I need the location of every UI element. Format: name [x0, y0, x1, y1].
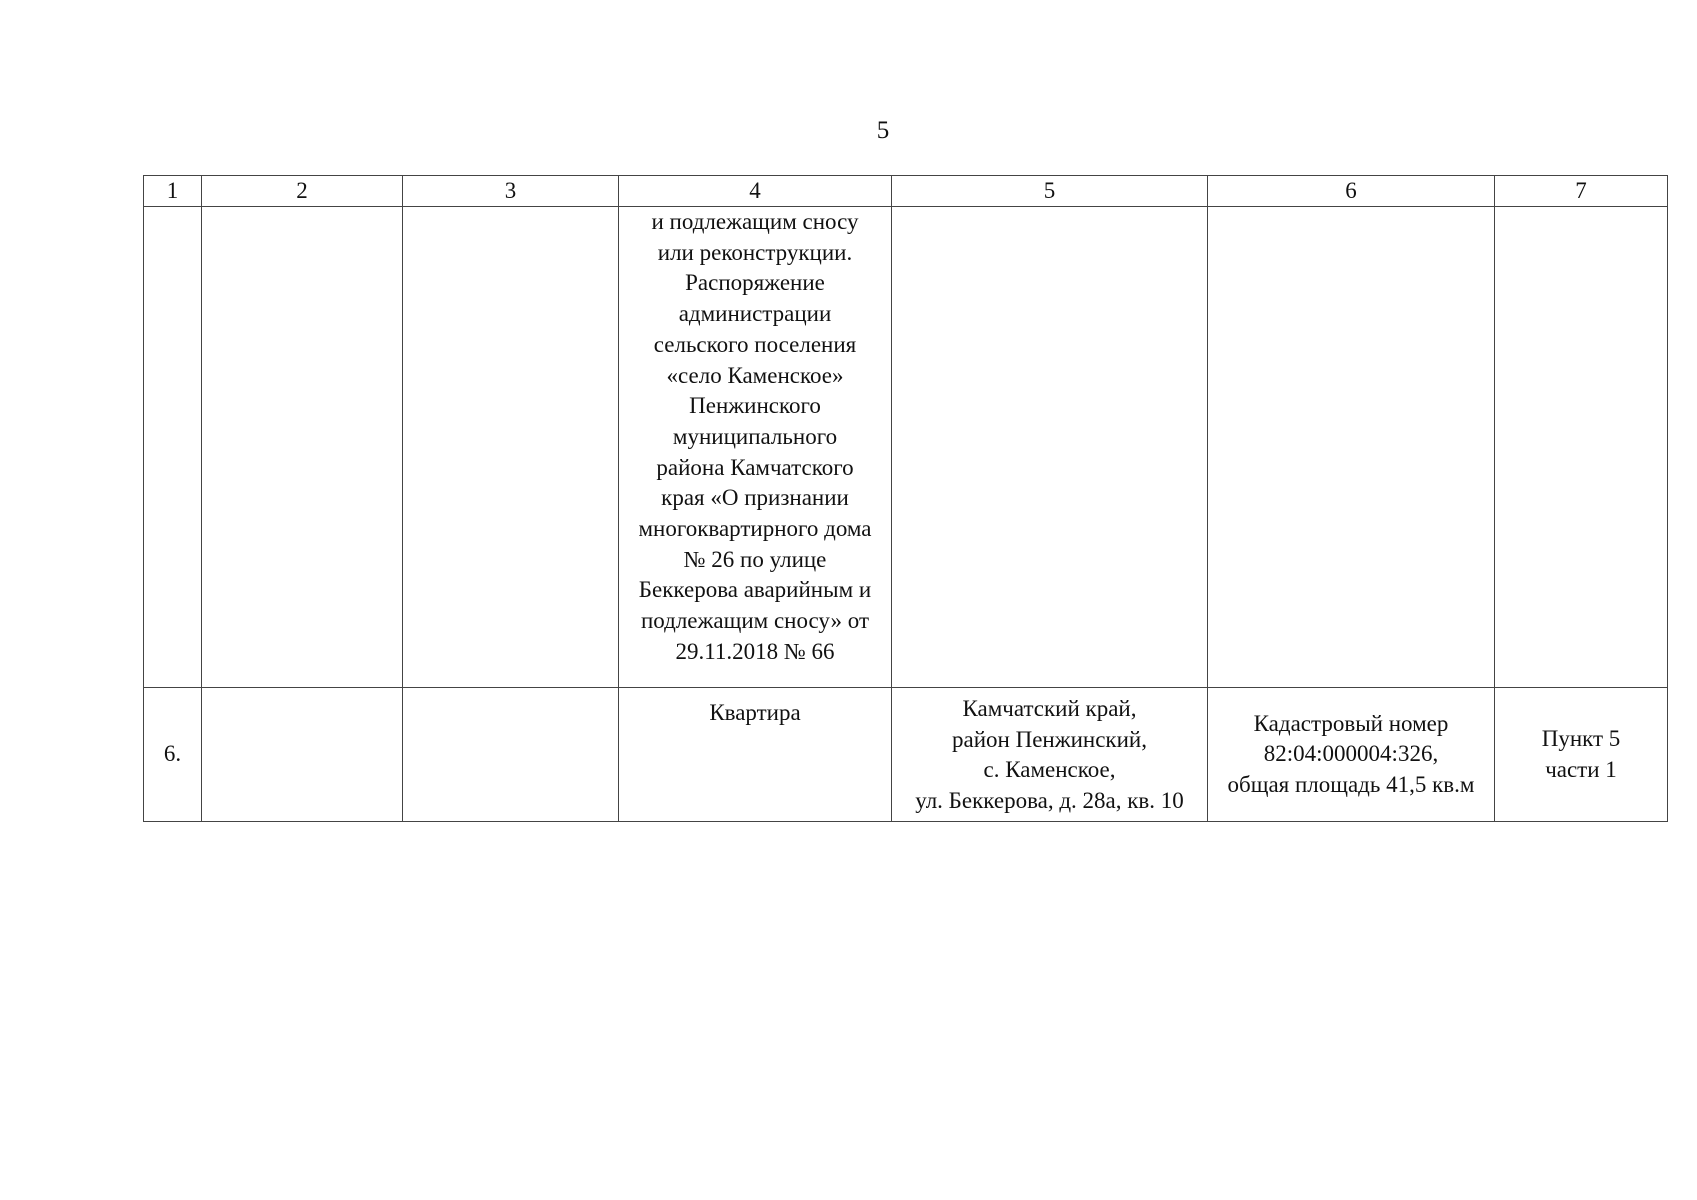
text-line: администрации	[678, 301, 832, 327]
column-number-1: 1	[144, 176, 202, 207]
basis-line: Пункт 5	[1541, 726, 1621, 751]
column-number-5: 5	[892, 176, 1208, 207]
column-number-6: 6	[1208, 176, 1495, 207]
address-line: район Пенжинский,	[952, 726, 1147, 752]
cell-empty	[144, 207, 202, 688]
object-address	[892, 688, 1208, 822]
cell-empty	[202, 207, 403, 688]
text-line: подлежащим сносу» от	[640, 608, 870, 634]
text-line: многоквартирного дома	[638, 516, 872, 542]
text-line: или реконструкции.	[657, 239, 853, 265]
column-number-3: 3	[403, 176, 619, 207]
address-line: с. Каменское,	[983, 757, 1116, 782]
basis-document-text	[619, 207, 891, 668]
object-characteristics	[1208, 688, 1495, 822]
cell-col2	[202, 688, 403, 822]
column-number-7: 7	[1495, 176, 1668, 207]
cell-empty	[403, 207, 619, 688]
address-line: Камчатский край,	[962, 696, 1137, 721]
text-line: сельского поселения	[653, 331, 857, 357]
cell-col3	[403, 688, 619, 822]
table-header-row	[144, 176, 1668, 207]
cell-empty	[1495, 207, 1668, 688]
text-line: «село Каменское»	[666, 362, 844, 388]
characteristics-line: 82:04:000004:326,	[1263, 741, 1439, 767]
characteristics-line: Кадастровый номер	[1253, 710, 1449, 736]
row-number: 6.	[144, 688, 202, 822]
text-line: муниципального	[672, 423, 838, 449]
text-line: Распоряжение	[685, 270, 825, 296]
address-line: ул. Беккерова, д. 28а, кв. 10	[915, 787, 1184, 813]
text-line: № 26 по улице	[683, 546, 827, 572]
cell-empty	[892, 207, 1208, 688]
cell-empty	[1208, 207, 1495, 688]
table-row	[144, 688, 1668, 822]
text-line: Беккерова аварийным и	[638, 577, 872, 603]
basis-line: части 1	[1545, 756, 1617, 782]
text-line: 29.11.2018 № 66	[675, 638, 835, 664]
object-type: Квартира	[619, 688, 892, 822]
page-number: 5	[876, 117, 890, 144]
text-line: и подлежащим сносу	[651, 209, 859, 234]
legal-basis	[1495, 688, 1668, 822]
property-table	[143, 175, 1668, 822]
text-line: края «О признании	[661, 485, 849, 511]
characteristics-line: общая площадь 41,5 кв.м	[1227, 771, 1475, 797]
column-number-4: 4	[619, 176, 892, 207]
table-row-continued	[144, 207, 1668, 688]
cell-basis-document	[619, 207, 892, 688]
text-line: Пенжинского	[689, 393, 821, 419]
column-number-2: 2	[202, 176, 403, 207]
text-line: района Камчатского	[656, 454, 854, 480]
